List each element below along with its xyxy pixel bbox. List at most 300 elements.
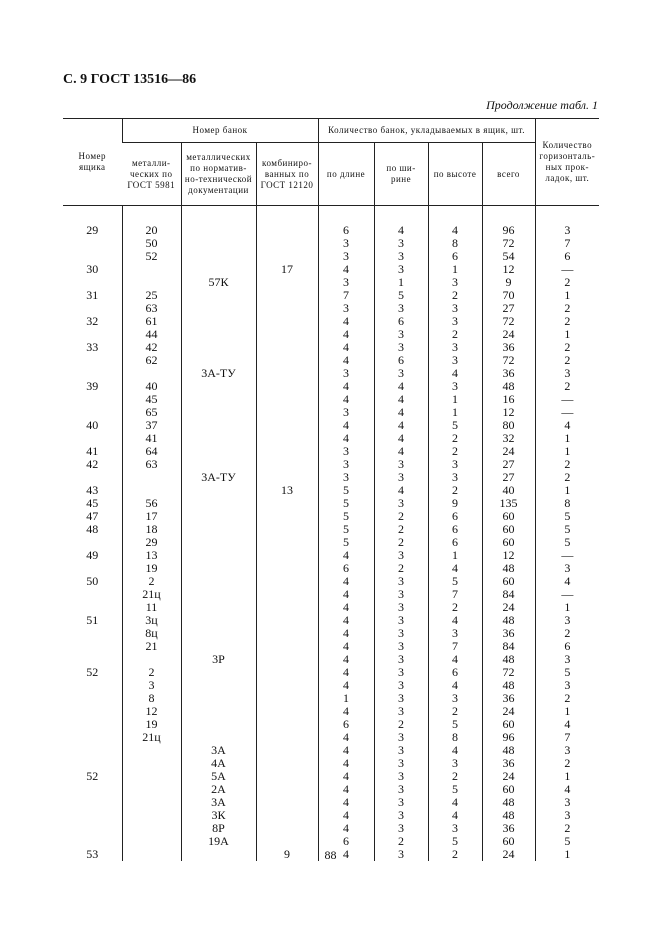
table-row bbox=[63, 614, 599, 627]
cell-qty-width: 3 bbox=[374, 458, 428, 471]
table-row bbox=[63, 549, 599, 562]
cell-can-ntd bbox=[181, 562, 256, 575]
table-row bbox=[63, 744, 599, 757]
cell-qty-length: 4 bbox=[318, 679, 374, 692]
table-row bbox=[63, 666, 599, 679]
cell-pads: 5 bbox=[535, 666, 599, 679]
cell-qty-width: 3 bbox=[374, 237, 428, 250]
cell-can-combined bbox=[256, 354, 318, 367]
table-row bbox=[63, 705, 599, 718]
cell-can-ntd bbox=[181, 614, 256, 627]
cell-can-combined bbox=[256, 328, 318, 341]
cell-qty-width: 3 bbox=[374, 627, 428, 640]
cell-box-number bbox=[63, 822, 122, 835]
cell-qty-width: 3 bbox=[374, 601, 428, 614]
cell-box-number: 33 bbox=[86, 340, 99, 354]
cell-qty-total: 24 bbox=[482, 328, 535, 341]
table-row bbox=[63, 315, 599, 328]
cell-qty-length: 1 bbox=[318, 692, 374, 705]
cell-can-ntd: 57К bbox=[181, 276, 256, 289]
cell-can-metal: 56 bbox=[122, 497, 181, 510]
cell-can-metal: 65 bbox=[122, 406, 181, 419]
cell-can-ntd bbox=[181, 237, 256, 250]
cell-can-metal: 2 bbox=[122, 666, 181, 679]
cell-can-ntd bbox=[181, 393, 256, 406]
cell-qty-length: 4 bbox=[318, 432, 374, 445]
cell-qty-height: 4 bbox=[428, 653, 482, 666]
cell-pads: 4 bbox=[535, 575, 599, 588]
cell-qty-length: 4 bbox=[318, 796, 374, 809]
cell-qty-height: 4 bbox=[428, 367, 482, 380]
cell-qty-width: 3 bbox=[374, 497, 428, 510]
cell-can-combined bbox=[256, 822, 318, 835]
cell-pads: 3 bbox=[535, 796, 599, 809]
cell-qty-height: 7 bbox=[428, 588, 482, 601]
cell-box-number: 43 bbox=[86, 483, 99, 497]
cell-qty-height: 3 bbox=[428, 627, 482, 640]
cell-pads: 1 bbox=[535, 289, 599, 302]
cell-pads: 2 bbox=[535, 471, 599, 484]
cell-qty-length: 5 bbox=[318, 484, 374, 497]
cell-qty-length: 4 bbox=[318, 744, 374, 757]
cell-can-metal bbox=[122, 783, 181, 796]
cell-qty-total: 36 bbox=[482, 692, 535, 705]
cell-can-ntd bbox=[181, 549, 256, 562]
cell-can-metal: 61 bbox=[122, 315, 181, 328]
cell-qty-height: 4 bbox=[428, 796, 482, 809]
table-row bbox=[63, 341, 599, 354]
header-can-metal: металли-ческих по ГОСТ 5981 bbox=[122, 143, 181, 206]
cell-can-combined bbox=[256, 731, 318, 744]
cell-pads: 2 bbox=[535, 757, 599, 770]
cell-qty-width: 2 bbox=[374, 510, 428, 523]
cell-can-combined bbox=[256, 627, 318, 640]
cell-can-ntd: 4А bbox=[181, 757, 256, 770]
cell-can-metal: 45 bbox=[122, 393, 181, 406]
cell-qty-width: 3 bbox=[374, 848, 428, 861]
cell-qty-width: 3 bbox=[374, 302, 428, 315]
cell-qty-length: 6 bbox=[318, 562, 374, 575]
cell-pads: 1 bbox=[535, 484, 599, 497]
cell-pads: 6 bbox=[535, 250, 599, 263]
cell-can-combined bbox=[256, 237, 318, 250]
cell-qty-length: 4 bbox=[318, 315, 374, 328]
cell-can-metal bbox=[122, 263, 181, 276]
cell-qty-length: 4 bbox=[318, 393, 374, 406]
cell-qty-total: 36 bbox=[482, 341, 535, 354]
cell-qty-length: 4 bbox=[318, 705, 374, 718]
table-row bbox=[63, 380, 599, 393]
cell-box-number: 32 bbox=[86, 314, 99, 328]
table-row bbox=[63, 835, 599, 848]
table-row bbox=[63, 822, 599, 835]
cell-can-combined bbox=[256, 601, 318, 614]
table-row bbox=[63, 432, 599, 445]
cell-qty-height: 6 bbox=[428, 510, 482, 523]
cell-can-metal bbox=[122, 757, 181, 770]
cell-qty-length: 5 bbox=[318, 510, 374, 523]
cell-can-ntd: 8Р bbox=[181, 822, 256, 835]
cell-pads: 2 bbox=[535, 380, 599, 393]
cell-can-combined bbox=[256, 744, 318, 757]
cell-qty-total: 80 bbox=[482, 419, 535, 432]
cell-can-ntd bbox=[181, 302, 256, 315]
cell-qty-total: 72 bbox=[482, 354, 535, 367]
cell-can-metal bbox=[122, 835, 181, 848]
table-row bbox=[63, 731, 599, 744]
cell-can-metal: 44 bbox=[122, 328, 181, 341]
cell-qty-height: 8 bbox=[428, 731, 482, 744]
cell-can-metal: 64 bbox=[122, 445, 181, 458]
cell-can-metal bbox=[122, 770, 181, 783]
cell-pads: 1 bbox=[535, 848, 599, 861]
cell-can-metal: 11 bbox=[122, 601, 181, 614]
header-can-number-group: Номер банок bbox=[122, 119, 318, 143]
table-row bbox=[63, 328, 599, 341]
cell-qty-width: 4 bbox=[374, 419, 428, 432]
cell-pads: 3 bbox=[535, 744, 599, 757]
cell-box-number: 48 bbox=[86, 522, 99, 536]
table-row bbox=[63, 406, 599, 419]
table-row bbox=[63, 367, 599, 380]
cell-qty-total: 60 bbox=[482, 575, 535, 588]
table-row bbox=[63, 276, 599, 289]
cell-can-ntd bbox=[181, 289, 256, 302]
cell-qty-length: 4 bbox=[318, 627, 374, 640]
cell-qty-height: 4 bbox=[428, 679, 482, 692]
cell-qty-total: 135 bbox=[482, 497, 535, 510]
cell-qty-total: 24 bbox=[482, 770, 535, 783]
cell-box-number bbox=[63, 783, 122, 796]
cell-can-metal: 63 bbox=[122, 302, 181, 315]
cell-pads: — bbox=[535, 588, 599, 601]
table-row bbox=[63, 250, 599, 263]
cell-pads: 4 bbox=[535, 783, 599, 796]
cell-qty-width: 3 bbox=[374, 783, 428, 796]
cell-qty-total: 24 bbox=[482, 601, 535, 614]
cell-qty-length: 4 bbox=[318, 783, 374, 796]
table-row bbox=[63, 497, 599, 510]
table-row bbox=[63, 770, 599, 783]
cell-qty-height: 3 bbox=[428, 315, 482, 328]
cell-can-ntd bbox=[181, 497, 256, 510]
cell-qty-height: 5 bbox=[428, 783, 482, 796]
cell-can-combined: 9 bbox=[256, 848, 318, 861]
cell-can-metal: 8 bbox=[122, 692, 181, 705]
cell-qty-width: 2 bbox=[374, 562, 428, 575]
cell-pads: 3 bbox=[535, 653, 599, 666]
cell-box-number: 53 bbox=[86, 847, 99, 861]
cell-qty-height: 5 bbox=[428, 718, 482, 731]
cell-qty-total: 36 bbox=[482, 757, 535, 770]
table-row bbox=[63, 289, 599, 302]
cell-qty-total: 96 bbox=[482, 224, 535, 237]
cell-qty-width: 4 bbox=[374, 445, 428, 458]
table-row bbox=[63, 783, 599, 796]
header-pads: Количество горизонталь-ных прок-ладок, шт. bbox=[535, 119, 599, 206]
page-number: 88 bbox=[324, 848, 337, 862]
table-row bbox=[63, 679, 599, 692]
table-row bbox=[63, 692, 599, 705]
cell-can-combined bbox=[256, 536, 318, 549]
cell-box-number: 47 bbox=[86, 509, 99, 523]
header-qty-height: по высоте bbox=[428, 143, 482, 206]
cell-box-number: 29 bbox=[86, 223, 99, 237]
cell-can-combined bbox=[256, 289, 318, 302]
cell-qty-length: 3 bbox=[318, 237, 374, 250]
cell-qty-width: 3 bbox=[374, 614, 428, 627]
cell-box-number bbox=[63, 809, 122, 822]
cell-box-number: 41 bbox=[86, 444, 99, 458]
cell-qty-height: 1 bbox=[428, 549, 482, 562]
cell-qty-length: 3 bbox=[318, 367, 374, 380]
cell-can-combined bbox=[256, 718, 318, 731]
cell-pads: 5 bbox=[535, 536, 599, 549]
cell-can-metal: 40 bbox=[122, 380, 181, 393]
cell-pads: 3 bbox=[535, 614, 599, 627]
cell-qty-length: 4 bbox=[318, 419, 374, 432]
cell-can-ntd bbox=[181, 705, 256, 718]
cell-qty-length: 4 bbox=[318, 601, 374, 614]
cell-can-metal: 42 bbox=[122, 341, 181, 354]
cell-can-combined bbox=[256, 705, 318, 718]
cell-qty-width: 4 bbox=[374, 380, 428, 393]
cell-can-metal: 2 bbox=[122, 575, 181, 588]
cell-qty-total: 60 bbox=[482, 835, 535, 848]
cell-qty-length: 4 bbox=[318, 588, 374, 601]
cell-qty-total: 32 bbox=[482, 432, 535, 445]
cell-qty-height: 9 bbox=[428, 497, 482, 510]
cell-qty-height: 8 bbox=[428, 237, 482, 250]
cell-qty-width: 3 bbox=[374, 263, 428, 276]
cell-qty-height: 2 bbox=[428, 770, 482, 783]
cell-can-ntd bbox=[181, 588, 256, 601]
cell-qty-total: 72 bbox=[482, 666, 535, 679]
cell-qty-total: 36 bbox=[482, 822, 535, 835]
cell-pads: 1 bbox=[535, 770, 599, 783]
header-can-combined: комбиниро-ванных по ГОСТ 12120 bbox=[256, 143, 318, 206]
cell-qty-width: 4 bbox=[374, 224, 428, 237]
cell-qty-length: 4 bbox=[318, 380, 374, 393]
cell-pads: 3 bbox=[535, 224, 599, 237]
cell-pads: 2 bbox=[535, 276, 599, 289]
cell-pads: 3 bbox=[535, 367, 599, 380]
cell-qty-width: 3 bbox=[374, 367, 428, 380]
cell-qty-length: 4 bbox=[318, 575, 374, 588]
table-row bbox=[63, 224, 599, 237]
cell-box-number bbox=[63, 354, 122, 367]
cell-qty-width: 2 bbox=[374, 718, 428, 731]
cell-can-ntd bbox=[181, 445, 256, 458]
cell-qty-length: 4 bbox=[318, 328, 374, 341]
cell-box-number: 51 bbox=[86, 613, 99, 627]
cell-qty-width: 3 bbox=[374, 757, 428, 770]
table-row bbox=[63, 523, 599, 536]
cell-qty-length: 3 bbox=[318, 406, 374, 419]
cell-qty-height: 3 bbox=[428, 471, 482, 484]
cell-qty-width: 3 bbox=[374, 328, 428, 341]
cell-pads: 2 bbox=[535, 354, 599, 367]
cell-qty-height: 3 bbox=[428, 354, 482, 367]
cell-pads: 1 bbox=[535, 705, 599, 718]
cell-can-combined bbox=[256, 653, 318, 666]
cell-can-combined bbox=[256, 380, 318, 393]
cell-can-combined bbox=[256, 809, 318, 822]
cell-can-combined bbox=[256, 315, 318, 328]
cell-qty-total: 72 bbox=[482, 315, 535, 328]
cell-qty-width: 3 bbox=[374, 471, 428, 484]
cell-box-number bbox=[63, 640, 122, 653]
cell-can-combined bbox=[256, 302, 318, 315]
cell-box-number: 39 bbox=[86, 379, 99, 393]
cell-qty-length: 4 bbox=[318, 731, 374, 744]
cell-can-combined: 17 bbox=[256, 263, 318, 276]
cell-pads: 6 bbox=[535, 640, 599, 653]
cell-box-number: 45 bbox=[86, 496, 99, 510]
cell-box-number: 50 bbox=[86, 574, 99, 588]
cell-can-ntd bbox=[181, 510, 256, 523]
cell-qty-height: 4 bbox=[428, 224, 482, 237]
header-box-number: Номер ящика bbox=[63, 119, 122, 206]
cell-qty-length: 4 bbox=[318, 822, 374, 835]
cell-can-combined bbox=[256, 796, 318, 809]
cell-qty-height: 5 bbox=[428, 419, 482, 432]
cell-qty-height: 3 bbox=[428, 458, 482, 471]
header-quantity-group: Количество банок, укладываемых в ящик, шт. bbox=[318, 119, 535, 143]
cell-qty-total: 72 bbox=[482, 237, 535, 250]
cell-qty-height: 4 bbox=[428, 809, 482, 822]
cell-can-metal: 37 bbox=[122, 419, 181, 432]
page-title: С. 9 ГОСТ 13516—86 bbox=[63, 72, 197, 87]
cell-qty-total: 36 bbox=[482, 367, 535, 380]
cell-can-ntd: 3Р bbox=[181, 653, 256, 666]
cell-qty-width: 3 bbox=[374, 653, 428, 666]
cell-can-ntd bbox=[181, 341, 256, 354]
cell-can-combined bbox=[256, 458, 318, 471]
cell-can-metal bbox=[122, 744, 181, 757]
cell-qty-length: 3 bbox=[318, 445, 374, 458]
cell-qty-total: 12 bbox=[482, 406, 535, 419]
cell-can-ntd bbox=[181, 575, 256, 588]
cell-can-ntd bbox=[181, 432, 256, 445]
cell-qty-width: 3 bbox=[374, 744, 428, 757]
cell-can-ntd bbox=[181, 380, 256, 393]
table-row bbox=[63, 588, 599, 601]
table-row bbox=[63, 796, 599, 809]
cell-pads: 2 bbox=[535, 315, 599, 328]
cell-can-ntd bbox=[181, 328, 256, 341]
cell-can-combined bbox=[256, 445, 318, 458]
table-row bbox=[63, 471, 599, 484]
cell-qty-length: 4 bbox=[318, 757, 374, 770]
cell-qty-length: 6 bbox=[318, 835, 374, 848]
cell-qty-height: 6 bbox=[428, 250, 482, 263]
cell-can-ntd bbox=[181, 536, 256, 549]
cell-qty-width: 4 bbox=[374, 406, 428, 419]
cell-can-ntd bbox=[181, 601, 256, 614]
table-row bbox=[63, 627, 599, 640]
cell-qty-height: 1 bbox=[428, 263, 482, 276]
table-continuation-label: Продолжение табл. 1 bbox=[486, 98, 598, 112]
cell-qty-height: 3 bbox=[428, 302, 482, 315]
cell-pads: 3 bbox=[535, 562, 599, 575]
cell-can-ntd: 2А bbox=[181, 783, 256, 796]
table-row bbox=[63, 653, 599, 666]
cell-qty-total: 24 bbox=[482, 445, 535, 458]
cell-can-metal: 3 bbox=[122, 679, 181, 692]
cell-can-combined bbox=[256, 367, 318, 380]
cell-pads: 4 bbox=[535, 419, 599, 432]
cell-qty-width: 2 bbox=[374, 536, 428, 549]
cell-qty-height: 4 bbox=[428, 562, 482, 575]
cell-can-metal: 8ц bbox=[122, 627, 181, 640]
table-row bbox=[63, 419, 599, 432]
cell-can-ntd: 3К bbox=[181, 809, 256, 822]
cell-can-metal: 50 bbox=[122, 237, 181, 250]
cell-can-metal bbox=[122, 471, 181, 484]
cell-can-metal: 21 bbox=[122, 640, 181, 653]
cell-can-metal: 12 bbox=[122, 705, 181, 718]
cell-qty-width: 3 bbox=[374, 822, 428, 835]
cell-box-number bbox=[63, 237, 122, 250]
cell-box-number bbox=[63, 393, 122, 406]
cell-qty-height: 5 bbox=[428, 575, 482, 588]
cell-box-number bbox=[63, 692, 122, 705]
cell-qty-length: 4 bbox=[318, 549, 374, 562]
cell-qty-total: 84 bbox=[482, 588, 535, 601]
cell-box-number bbox=[63, 679, 122, 692]
cell-qty-width: 2 bbox=[374, 523, 428, 536]
cell-qty-height: 2 bbox=[428, 289, 482, 302]
cell-qty-total: 16 bbox=[482, 393, 535, 406]
cell-qty-length: 4 bbox=[318, 614, 374, 627]
cell-qty-width: 2 bbox=[374, 835, 428, 848]
cell-can-combined bbox=[256, 510, 318, 523]
cell-can-metal: 41 bbox=[122, 432, 181, 445]
cell-qty-total: 48 bbox=[482, 653, 535, 666]
cell-qty-width: 3 bbox=[374, 549, 428, 562]
cell-box-number bbox=[63, 731, 122, 744]
cell-qty-width: 3 bbox=[374, 809, 428, 822]
cell-pads: — bbox=[535, 406, 599, 419]
cell-box-number bbox=[63, 588, 122, 601]
cell-qty-total: 40 bbox=[482, 484, 535, 497]
cell-can-combined bbox=[256, 783, 318, 796]
table-body bbox=[63, 206, 599, 862]
cell-qty-total: 48 bbox=[482, 614, 535, 627]
cell-pads: — bbox=[535, 549, 599, 562]
cell-qty-total: 12 bbox=[482, 263, 535, 276]
cell-can-combined bbox=[256, 224, 318, 237]
cell-box-number bbox=[63, 705, 122, 718]
table-row bbox=[63, 445, 599, 458]
cell-qty-height: 2 bbox=[428, 328, 482, 341]
cell-box-number: 52 bbox=[86, 769, 99, 783]
cell-qty-width: 3 bbox=[374, 250, 428, 263]
cell-can-combined bbox=[256, 666, 318, 679]
cell-can-metal: 63 bbox=[122, 458, 181, 471]
table-row bbox=[63, 393, 599, 406]
cell-pads: 2 bbox=[535, 822, 599, 835]
cell-pads: 8 bbox=[535, 497, 599, 510]
cell-pads: 4 bbox=[535, 718, 599, 731]
cell-qty-height: 3 bbox=[428, 757, 482, 770]
cell-can-combined bbox=[256, 549, 318, 562]
cell-can-combined bbox=[256, 640, 318, 653]
cell-qty-total: 60 bbox=[482, 510, 535, 523]
cell-qty-height: 1 bbox=[428, 406, 482, 419]
cell-qty-height: 6 bbox=[428, 523, 482, 536]
